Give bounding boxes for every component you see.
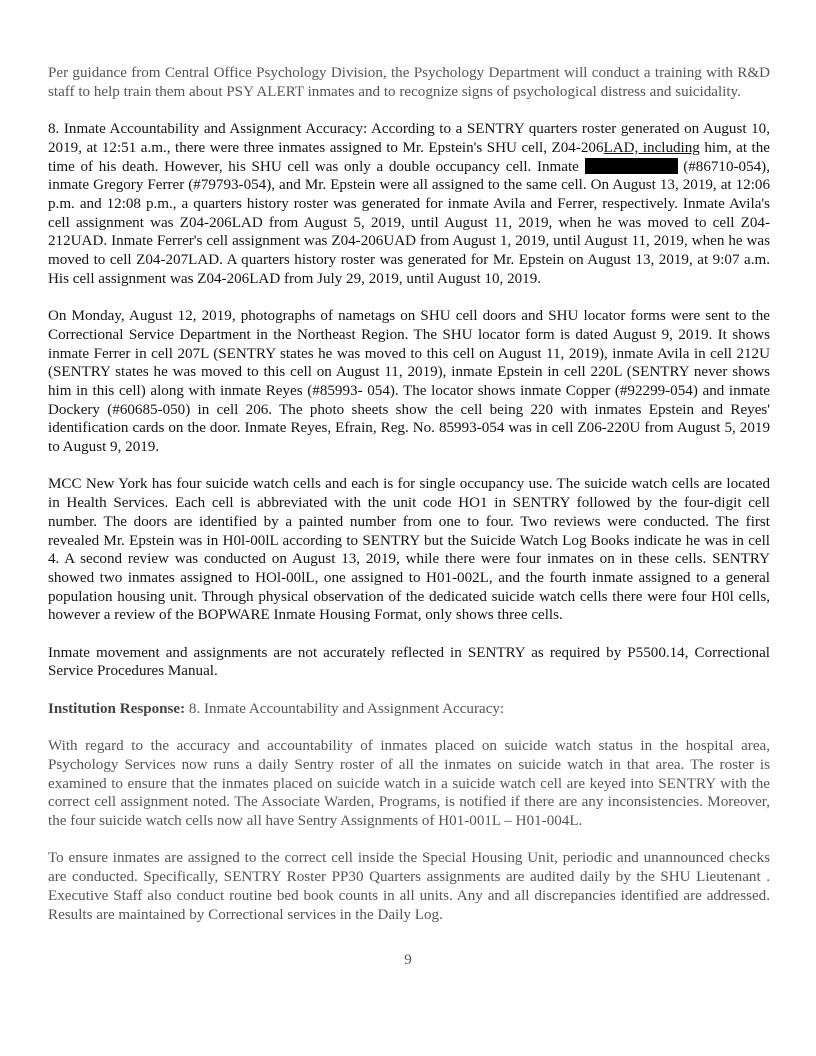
institution-response-label: Institution Response: xyxy=(48,700,186,717)
redaction-bar xyxy=(585,158,678,174)
page-number: 9 xyxy=(404,952,412,968)
institution-response-title: 8. Inmate Accountability and Assignment Accuracy: xyxy=(185,700,505,717)
paragraph-finding-8 xyxy=(48,120,770,288)
paragraph-conclusion: Inmate movement and assignments are not accurately reflected in SENTRY as required by P5500.14, Correctional Service Procedures Manual. xyxy=(48,644,770,680)
paragraph-psychology-training: Per guidance from Central Office Psychology Division, the Psychology Department will conduct a training with R&D staff to help train them about PSY ALERT inmates and to recognize signs of psychological distress and suicidality. xyxy=(48,65,770,100)
paragraph-locator-forms: On Monday, August 12, 2019, photographs of nametags on SHU cell doors and SHU locator forms were sent to the Correctional Service Department in the Northeast Region. The SHU locator form is dated August 9, 2019. It shows inmate Ferrer in cell 207L (SENTRY states he was moved to this cell on August 11, 2019), inmate Avila in cell 212U (SENTRY states he was moved to this cell on August 11, 2019), inmate Epstein in cell 220L (SENTRY never shows him in this cell) along with inmate Reyes (#85993- 054). The locator shows inmate Copper (#92299-054) and inmate Dockery (#60685-050) in cell 206. The photo sheets show the cell being 220 with inmates Epstein and Reyes' identification cards on the door. Inmate Reyes, Efrain, Reg. No. 85993-054 was in cell Z06-220U from August 5, 2019 to August 9, 2019. xyxy=(48,308,770,456)
document-body xyxy=(48,64,770,943)
finding-8-underlined-text: LAD, including xyxy=(603,139,700,156)
paragraph-institution-response-heading xyxy=(48,700,770,719)
paragraph-response-suicide-watch: With regard to the accuracy and accountability of inmates placed on suicide watch status in the hospital area, Psychology Services now runs a daily Sentry roster of all the inmates on suicide watch in that area. The roster is examined to ensure that the inmates placed on suicide watch in a suicide watch cell are keyed into SENTRY with the correct cell assignment noted. The Associate Warden, Programs, is notified if there are any inconsistencies. Moreover, the four suicide watch cells now all have Sentry Assignments of H01-001L – H01-004L. xyxy=(48,738,770,830)
paragraph-suicide-watch-cells: MCC New York has four suicide watch cells and each is for single occupancy use. The suicide watch cells are located in Health Services. Each cell is abbreviated with the unit code HO1 in SENTRY followed by the four-digit cell number. The doors are identified by a painted number from one to four. Two reviews were conducted. The first revealed Mr. Epstein was in H0l-00lL according to SENTRY but the Suicide Watch Log Books indicate he was in cell 4. A second review was conducted on August 13, 2019, while there were four inmates on in these cells. SENTRY showed two inmates assigned to HOl-00lL, one assigned to H01-002L, and the fourth inmate assigned to a general population housing unit. Through physical observation of the dedicated suicide watch cells there were four H0l cells, however a review of the BOPWARE Inmate Housing Format, only shows three cells. xyxy=(48,476,770,624)
finding-8-text-a: 8. Inmate Accountability and Assignment Accuracy: According to a SENTRY quarters roster generated on August 10, 2019, at 12:51 a.m., there were three inmates assigned to Mr. Epstein's SHU cell, Z04-206 xyxy=(48,121,770,156)
paragraph-response-shu: To ensure inmates are assigned to the correct cell inside the Special Housing Unit, periodic and unannounced checks are conducted. Specifically, SENTRY Roster PP30 Quarters assignments are audited daily by the SHU Lieutenant . Executive Staff also conduct routine bed book counts in all units. Any and all discrepancies identified are addressed. Results are maintained by Correctional services in the Daily Log. xyxy=(48,850,770,923)
finding-8-text-c: (#86710-054), inmate Gregory Ferrer (#79793-054), and Mr. Epstein were all assigned to the same cell. On August 13, 2019, at 12:06 p.m. and 12:08 p.m., a quarters history roster was generated for inmate Avila and Ferrer, respectively. Inmate Avila's cell assignment was Z04-206LAD from August 5, 2019, until August 11, 2019, when he was moved to cell Z04-212UAD. Inmate Ferrer's cell assignment was Z04-206UAD from August 1, 2019, until August 11, 2019, when he was moved to cell Z04-207LAD. A quarters history roster was generated for Mr. Epstein on August 13, 2019, at 9:07 a.m. His cell assignment was Z04-206LAD from July 29, 2019, until August 10, 2019. xyxy=(48,158,770,287)
finding-8-text-b: him, at the time of his death. However, his SHU cell was only a double occupancy cell. Inmate xyxy=(48,139,770,175)
